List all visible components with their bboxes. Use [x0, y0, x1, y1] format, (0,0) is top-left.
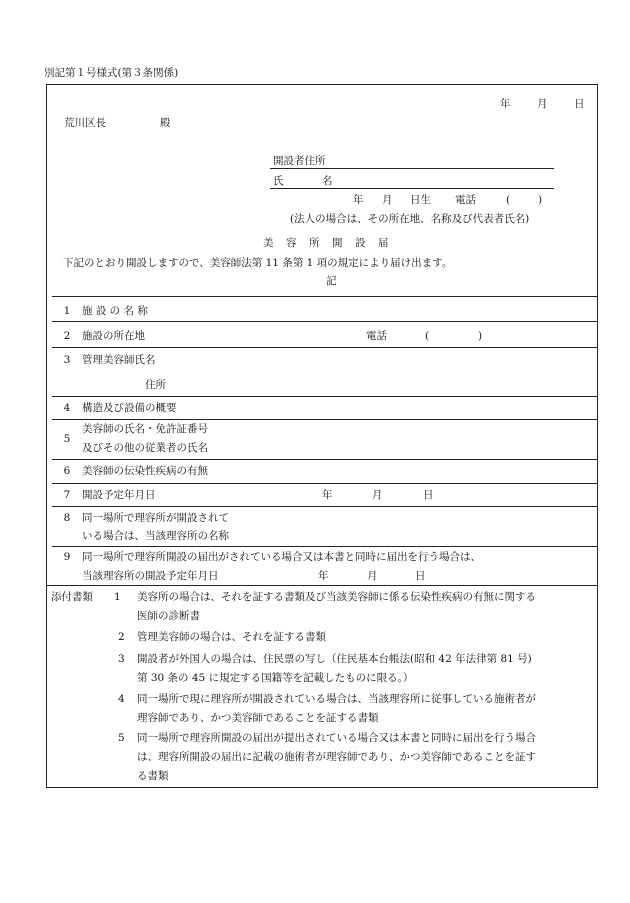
applicant-name-label-2: 名: [322, 175, 333, 187]
item-number: 5: [63, 433, 71, 445]
birth-day: 日生: [410, 194, 431, 206]
item-label-structure: 構造及び設備の概要: [82, 402, 177, 414]
facility-phone-close: ): [478, 330, 483, 342]
attachment-number: 5: [118, 732, 125, 744]
form-number: 別記第１号様式(第３条関係): [44, 67, 179, 79]
row-divider: [52, 483, 598, 484]
applicant-name-label-1: 氏: [273, 175, 284, 187]
item-label-barber-notice-line1: 同一場所で理容所開設の届出がされている場合又は本書と同時に届出を行う場合は、: [82, 551, 481, 563]
table-top-line: [52, 296, 598, 297]
attachment-text: 管理美容師の場合は、それを証する書類: [137, 631, 326, 643]
item-label-disease: 美容師の伝染性疾病の有無: [82, 465, 208, 477]
row-divider: [52, 347, 598, 348]
item-label-manager-address: 住所: [145, 379, 166, 391]
item-number: 1: [63, 305, 71, 317]
row-divider: [52, 419, 598, 420]
row-divider: [52, 459, 598, 460]
addressee-honorific: 殿: [160, 117, 171, 129]
item-label-opening-date: 開設予定年月日: [82, 489, 156, 501]
date-year: 年: [500, 98, 511, 110]
item-number: 8: [63, 512, 71, 524]
attachment-text: 理容師であり、かつ美容師であることを証する書類: [137, 712, 379, 724]
barber-opening-day: 日: [415, 570, 426, 582]
facility-phone-label: 電話: [366, 330, 387, 342]
attachments-heading: 添付書類: [51, 591, 93, 603]
attachment-text: 開設者が外国人の場合は、住民票の写し（住民基本台帳法(昭和 42 年法律第 81 号): [137, 653, 532, 665]
item-number: 3: [63, 354, 71, 366]
barber-opening-year: 年: [318, 570, 329, 582]
corporate-note: (法人の場合は、その所在地、名称及び代表者氏名): [290, 213, 530, 225]
attachment-text: 医師の診断書: [137, 610, 200, 622]
item-number: 7: [63, 489, 71, 501]
attachment-number: 1: [114, 591, 121, 603]
attachment-number: 2: [118, 631, 125, 643]
item-number: 9: [63, 551, 71, 563]
item-number: 6: [63, 465, 71, 477]
barber-opening-month: 月: [367, 570, 378, 582]
opening-year: 年: [322, 489, 333, 501]
applicant-phone-open: (: [506, 194, 511, 206]
addressee-name: 荒川区長: [64, 117, 106, 129]
item-number: 2: [63, 330, 71, 342]
item-label-manager-name: 管理美容師氏名: [82, 354, 156, 366]
row-divider: [52, 321, 598, 322]
attachment-number: 4: [118, 693, 125, 705]
item-label-facility-name: 施 設 の 名 称: [82, 305, 148, 317]
item-label-barber-line1: 同一場所で理容所が開設されて: [82, 512, 229, 524]
item-number: 4: [63, 402, 71, 414]
item-label-barber-notice-line2: 当該理容所の開設予定年月日: [82, 570, 219, 582]
intro-text: 下記のとおり開設しますので、美容師法第 11 条第 1 項の規定により届け出ます。: [63, 257, 453, 269]
attachment-text: 同一場所で現に理容所が開設されている場合は、当該理容所に従事している施術者が: [137, 693, 536, 705]
table-bottom-line: [46, 585, 598, 586]
document-title: 美 容 所 開 設 届: [263, 237, 390, 249]
attachment-text: 美容所の場合は、それを証する書類及び当該美容師に係る伝染性疾病の有無に関する: [137, 591, 536, 603]
opening-month: 月: [372, 489, 383, 501]
attachment-text: 同一場所で理容所開設の届出が提出されている場合又は本書と同時に届出を行う場合: [137, 732, 536, 744]
date-day: 日: [574, 98, 585, 110]
applicant-phone-label: 電話: [455, 194, 476, 206]
birth-month: 月: [382, 194, 393, 206]
item-label-staff-line2: 及びその他の従業者の氏名: [82, 442, 208, 454]
facility-phone-open: (: [425, 330, 430, 342]
opening-day: 日: [423, 489, 434, 501]
applicant-name-underline: [270, 188, 554, 189]
item-label-staff-line1: 美容師の氏名・免許証番号: [82, 423, 208, 435]
attachment-text: 第 30 条の 45 に規定する国籍等を記載したものに限る。）: [137, 672, 414, 684]
attachment-text: は、理容所開設の届出に記載の施術者が理容師であり、かつ美容師であることを証す: [137, 751, 536, 763]
date-month: 月: [537, 98, 548, 110]
row-divider: [52, 396, 598, 397]
attachment-text: る書類: [137, 770, 169, 782]
row-divider: [52, 546, 598, 547]
attachment-number: 3: [118, 653, 125, 665]
item-label-facility-location: 施設の所在地: [82, 330, 145, 342]
birth-year: 年: [353, 194, 364, 206]
item-label-barber-line2: いる場合は、当該理容所の名称: [82, 530, 229, 542]
applicant-phone-close: ): [538, 194, 543, 206]
applicant-address-underline: [270, 168, 554, 169]
row-divider: [52, 506, 598, 507]
ki-label: 記: [326, 275, 337, 287]
applicant-address-label: 開設者住所: [273, 155, 326, 167]
